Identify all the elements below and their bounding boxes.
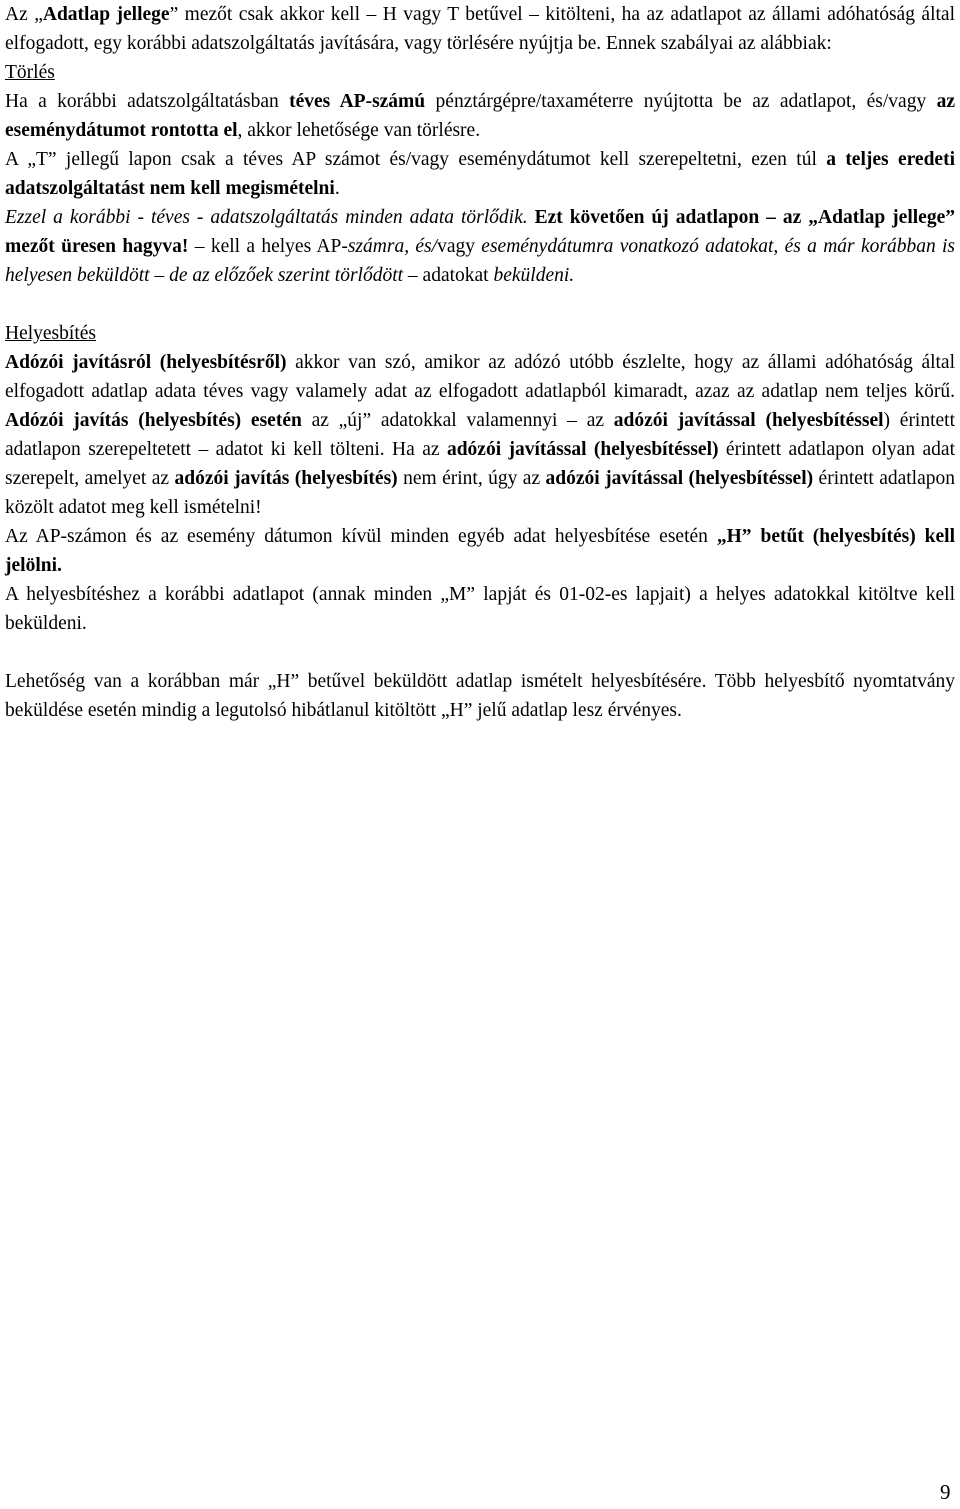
bold-text: Adózói javításról (helyesbítésről) <box>5 352 287 373</box>
text-run: Az „ <box>5 4 43 25</box>
italic-text: számra, és/ <box>347 236 438 257</box>
bold-text: a teljes eredeti adatszolgáltatást nem kell megismételni <box>5 149 955 199</box>
text-run: Az AP-számon és az esemény dátumon kívül minden egyéb adat helyesbítése esetén <box>5 526 717 547</box>
section-heading-helyesbites: Helyesbítés <box>5 323 96 344</box>
text-run: pénztárgépre/taxaméterre nyújtotta be az adatlapot, és/vagy <box>425 91 937 112</box>
bold-text: adózói javítással (helyesbítéssel) <box>446 439 719 460</box>
text-run: Ha a korábbi adatszolgáltatásban <box>5 91 290 112</box>
bold-text: Adatlap jellege <box>42 4 170 25</box>
bold-text: Ezt követően új adatlapon – az „Adatlap jellege” mezőt üresen hagyva! <box>5 207 955 257</box>
text-run: adatokat <box>417 265 494 286</box>
bold-text: adózói javítással (helyesbítéssel) <box>545 468 814 489</box>
spacer <box>5 290 955 319</box>
text-run: nem érint, úgy az <box>397 468 546 489</box>
bold-text: az eseménydátumot rontotta el <box>5 91 955 141</box>
text-run: , akkor lehetősége van törlésre. <box>237 120 481 141</box>
intro-paragraph <box>5 0 955 58</box>
helyesbites-paragraph-2 <box>5 522 955 580</box>
bold-text: Adózói javítás (helyesbítés) esetén <box>5 410 302 431</box>
text-run: érintett adatlapon olyan adat szerepelt, amelyet az <box>5 439 955 489</box>
text-run: A „T” jellegű lapon csak a téves AP számot és/vagy eseménydátumot kell szerepeltetni, ezen túl <box>5 149 827 170</box>
text-run: ) érintett adatlapon szerepeltetett – adatot ki kell tölteni. Ha az <box>5 410 956 460</box>
text-run: vagy <box>437 236 482 257</box>
bold-text: adózói javítás (helyesbítés) <box>174 468 398 489</box>
torles-paragraph-3 <box>5 203 955 290</box>
helyesbites-paragraph-1 <box>5 348 955 522</box>
torles-paragraph-2 <box>5 145 955 203</box>
bold-text: adózói javítással (helyesbítéssel <box>613 410 884 431</box>
helyesbites-paragraph-4: Lehetőség van a korábban már „H” betűvel beküldött adatlap ismételt helyesbítésére. Több helyesbítő nyomtatvány beküldése esetén mindig a legutolsó hibátlanul kitöltött „H” jelű adatlap lesz érvényes. <box>5 671 955 721</box>
text-run: érintett adatlapon közölt adatot meg kell ismételni! <box>5 468 956 518</box>
spacer <box>5 638 955 667</box>
section-heading-torles: Törlés <box>5 62 55 83</box>
page-number: 9 <box>940 1480 951 1504</box>
text-run: . <box>334 178 340 199</box>
bold-text: téves AP-számú <box>289 91 426 112</box>
text-run: akkor van szó, amikor az adózó utóbb észlelte, hogy az állami adóhatóság által elfogadott adatlap adata téves vagy valamely adat az elfogadott adatlapból kimaradt, azaz az adatlap nem teljes körű. <box>5 352 956 402</box>
text-run: az „új” adatokkal valamennyi – az <box>301 410 614 431</box>
bold-text: „H” betűt (helyesbítés) kell jelölni. <box>5 526 955 576</box>
helyesbites-paragraph-3: A helyesbítéshez a korábbi adatlapot (annak minden „M” lapját és 01-02-es lapjait) a helyes adatokkal kitöltve kell beküldeni. <box>5 584 955 634</box>
text-run: – kell a helyes AP- <box>188 236 348 257</box>
torles-paragraph-1 <box>5 87 955 145</box>
italic-text: Ezzel a korábbi - téves - adatszolgáltatás minden adata törlődik. <box>5 207 528 228</box>
italic-text: eseménydátumra vonatkozó adatokat, és a már korábban is helyesen beküldött – de az előzőek szerint törlődött – <box>5 236 956 286</box>
document-page <box>5 0 955 725</box>
italic-text: beküldeni. <box>493 265 575 286</box>
text-run: ” mezőt csak akkor kell – H vagy T betűvel – kitölteni, ha az adatlapot az állami adóhatóság által elfogadott, egy korábbi adatszolgáltatás javítására, vagy törlésére nyújtja be. Ennek szabályai az alábbiak: <box>5 4 955 54</box>
